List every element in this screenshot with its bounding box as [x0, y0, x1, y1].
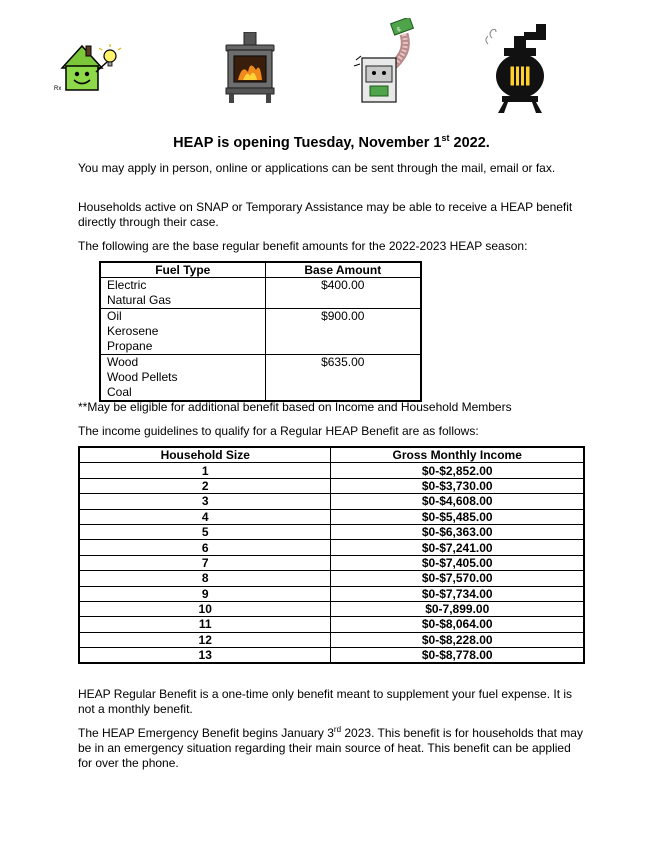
table-row: [100, 309, 421, 355]
gross-monthly-income-cell: $0-$8,228.00: [331, 632, 584, 647]
snap-paragraph: Households active on SNAP or Temporary Assistance may be able to receive a HEAP benefit directly through their case.: [78, 200, 573, 229]
fuel-type: Wood Pellets: [107, 370, 178, 384]
gross-monthly-income-cell: $0-$2,852.00: [331, 463, 584, 478]
table-row: [79, 555, 584, 570]
table-row: [79, 494, 584, 509]
household-size-header: Household Size: [79, 447, 331, 463]
additional-benefit-note: **May be eligible for additional benefit based on Income and Household Members: [78, 400, 512, 414]
household-size-cell: 2: [79, 478, 331, 493]
household-size-cell: 13: [79, 648, 331, 664]
base-intro-paragraph: The following are the base regular benefit amounts for the 2022-2023 HEAP season:: [78, 239, 528, 253]
gross-monthly-income-cell: $0-$3,730.00: [331, 478, 584, 493]
fuel-type-header: Fuel Type: [100, 262, 265, 278]
fuel-type: Kerosene: [107, 324, 159, 338]
household-size-cell: 8: [79, 571, 331, 586]
title-text: HEAP is opening Tuesday, November 1: [173, 134, 442, 151]
table-row: [79, 509, 584, 524]
income-table-body: [79, 463, 584, 664]
table-row: [79, 632, 584, 647]
fuel-type: Oil: [107, 309, 122, 323]
table-row: [79, 586, 584, 601]
table-row: [79, 478, 584, 493]
fuel-type: Propane: [107, 339, 153, 353]
fuel-types-cell: [100, 278, 265, 309]
gross-monthly-income-cell: $0-7,899.00: [331, 601, 584, 616]
base-amount-header: Base Amount: [265, 262, 421, 278]
household-size-cell: 3: [79, 494, 331, 509]
income-guidelines-table: [78, 446, 585, 664]
table-row: [79, 571, 584, 586]
gross-monthly-income-cell: $0-$8,778.00: [331, 648, 584, 664]
table-row: [79, 601, 584, 616]
household-size-cell: 7: [79, 555, 331, 570]
income-intro-paragraph: The income guidelines to qualify for a Regular HEAP Benefit are as follows:: [78, 424, 479, 438]
title-suffix: 2022.: [449, 134, 490, 151]
svg-text:$: $: [396, 26, 402, 34]
emergency-text-start: The HEAP Emergency Benefit begins January 3: [78, 726, 334, 740]
furnace-money-icon: [352, 18, 418, 106]
household-size-cell: 5: [79, 524, 331, 539]
fuel-table-header-row: [100, 262, 421, 278]
household-size-cell: 10: [79, 601, 331, 616]
emergency-text-end: 2023. This benefit is for households that may be in an emergency situation regarding their main source of heat. This benefit can be applied for over the phone.: [78, 726, 583, 770]
base-amount-cell: $900.00: [265, 309, 421, 355]
apply-paragraph: You may apply in person, online or applications can be sent through the mail, email or fax.: [78, 161, 556, 175]
household-size-cell: 12: [79, 632, 331, 647]
title-superscript: st: [441, 133, 450, 143]
house-lightbulb-icon: [52, 38, 124, 96]
gross-monthly-income-cell: $0-$7,734.00: [331, 586, 584, 601]
gross-monthly-income-cell: $0-$8,064.00: [331, 617, 584, 632]
base-amount-cell: $635.00: [265, 355, 421, 402]
household-size-cell: 11: [79, 617, 331, 632]
gross-monthly-income-cell: $0-$6,363.00: [331, 524, 584, 539]
table-row: [79, 617, 584, 632]
table-row: [100, 355, 421, 402]
household-size-cell: 6: [79, 540, 331, 555]
fuel-type: Wood: [107, 355, 139, 369]
table-row: [79, 524, 584, 539]
fuel-types-cell: [100, 355, 265, 402]
income-table-header-row: [79, 447, 584, 463]
base-amount-cell: $400.00: [265, 278, 421, 309]
fuel-type: Electric: [107, 278, 147, 292]
household-size-cell: 4: [79, 509, 331, 524]
wood-stove-icon: [218, 32, 282, 104]
table-row: [79, 463, 584, 478]
gross-monthly-income-cell: $0-$7,570.00: [331, 571, 584, 586]
household-size-cell: 9: [79, 586, 331, 601]
emergency-benefit-paragraph: [78, 726, 588, 771]
page-title: [0, 133, 663, 151]
table-row: [79, 540, 584, 555]
gross-monthly-income-header: Gross Monthly Income: [331, 447, 584, 463]
household-size-cell: 1: [79, 463, 331, 478]
fuel-type: Natural Gas: [107, 293, 172, 307]
fuel-benefit-table: [99, 261, 422, 402]
gross-monthly-income-cell: $0-$5,485.00: [331, 509, 584, 524]
potbelly-stove-icon: [484, 22, 554, 114]
table-row: [79, 648, 584, 664]
gross-monthly-income-cell: $0-$4,608.00: [331, 494, 584, 509]
house-sign-text: Rx: [54, 86, 62, 92]
emergency-superscript: rd: [333, 725, 342, 734]
gross-monthly-income-cell: $0-$7,405.00: [331, 555, 584, 570]
regular-benefit-paragraph: HEAP Regular Benefit is a one-time only benefit meant to supplement your fuel expense. It is not a monthly benefit.: [78, 687, 573, 716]
table-row: [100, 278, 421, 309]
fuel-types-cell: [100, 309, 265, 355]
fuel-type: Coal: [107, 385, 132, 399]
gross-monthly-income-cell: $0-$7,241.00: [331, 540, 584, 555]
